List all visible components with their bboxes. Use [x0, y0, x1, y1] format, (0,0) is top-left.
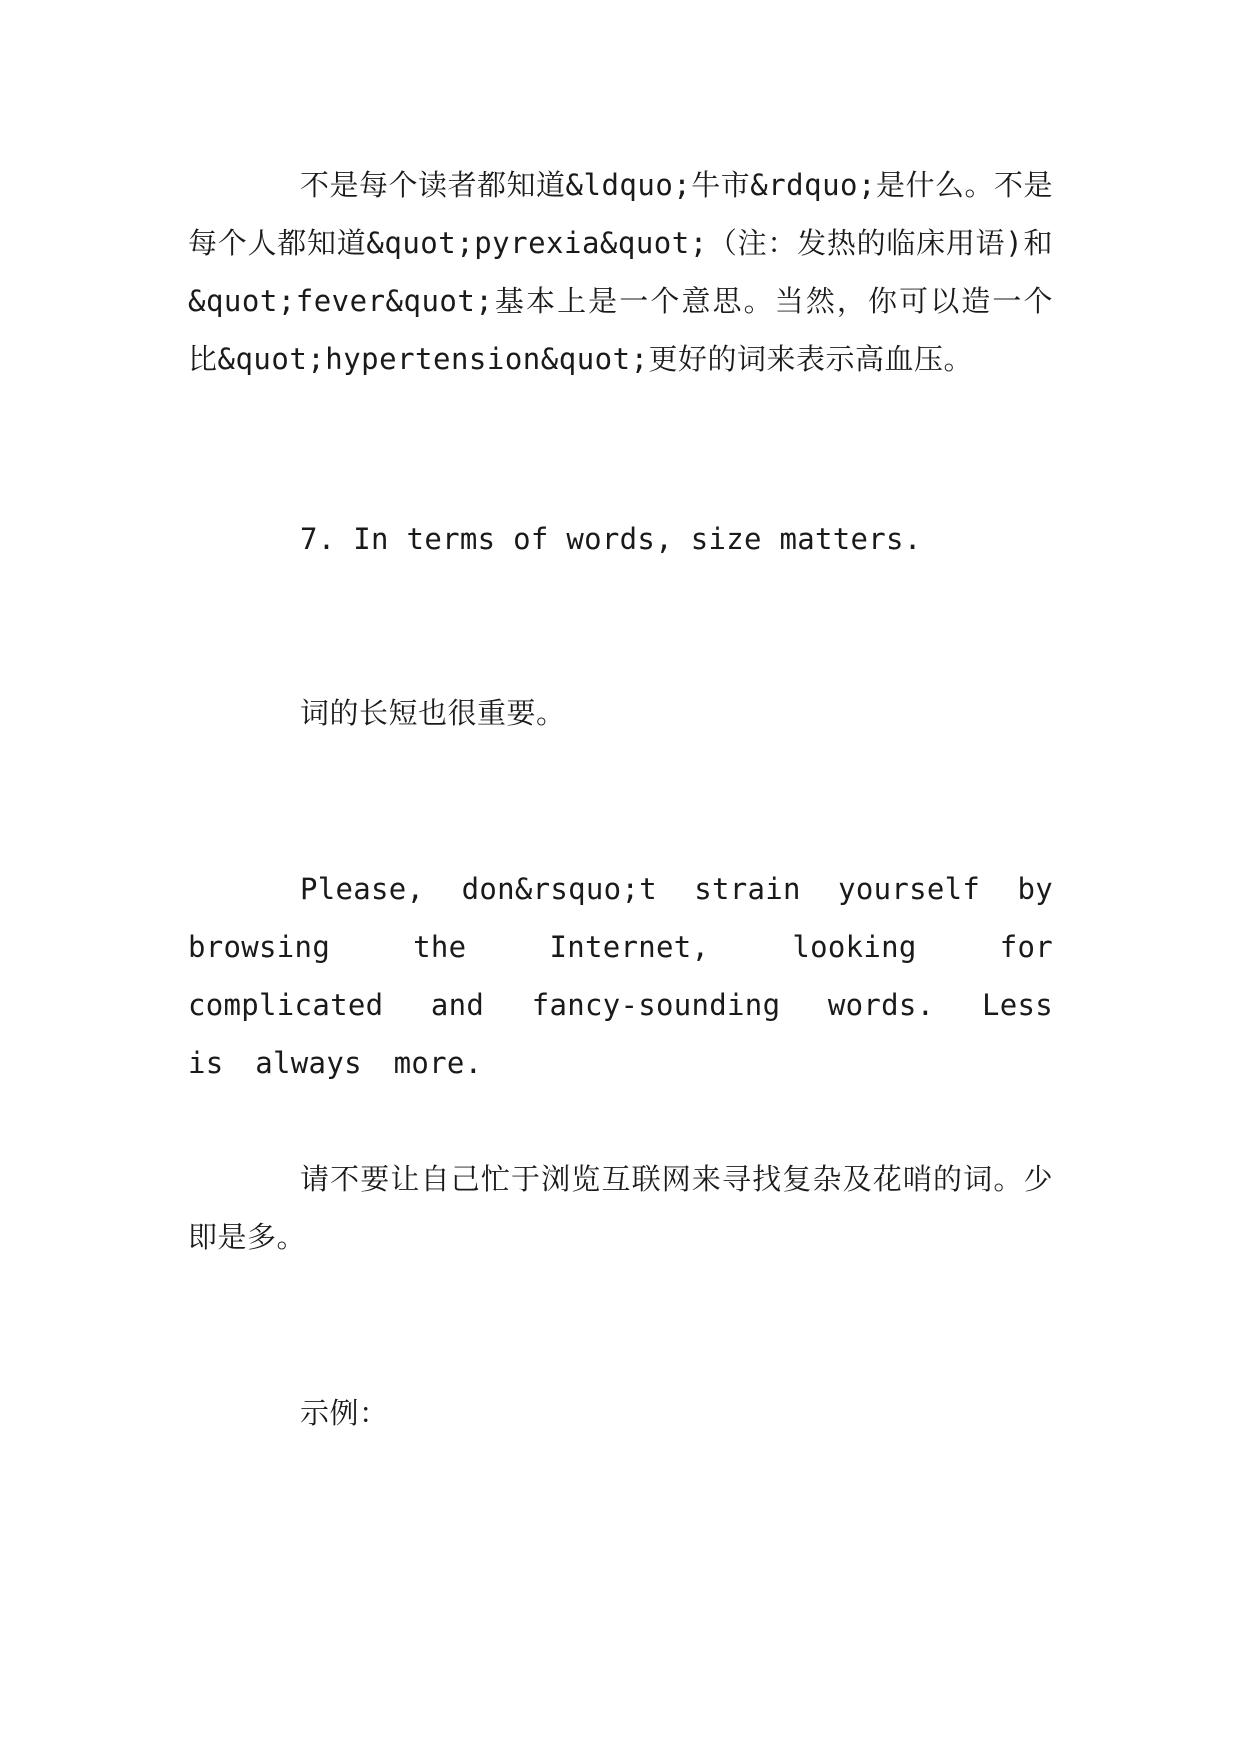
paragraph-example-label: 示例： [300, 1396, 389, 1430]
paragraph-jargon-examples: 不是每个读者都知道&ldquo;牛市&rdquo;是什么。不是每个人都知道&quot;pyrexia&quot;（注：发热的临床用语)和&quot;fever&quot;基本上是一个意思。当然，你可以造一个比&quot;hypertension&quot;更好的词来表示高血压。 [188, 168, 1053, 376]
paragraph-less-is-more: Please, don&rsquo;t strain yourself by browsing the Internet, looking for complicated and fancy-sounding words. Less is always more. [188, 872, 1053, 1080]
paragraph-tip-heading-translation: 词的长短也很重要。 [300, 696, 566, 730]
paragraph-tip-heading: 7. In terms of words, size matters. [300, 522, 922, 556]
paragraph-less-is-more-translation: 请不要让自己忙于浏览互联网来寻找复杂及花哨的词。少即是多。 [188, 1162, 1053, 1254]
